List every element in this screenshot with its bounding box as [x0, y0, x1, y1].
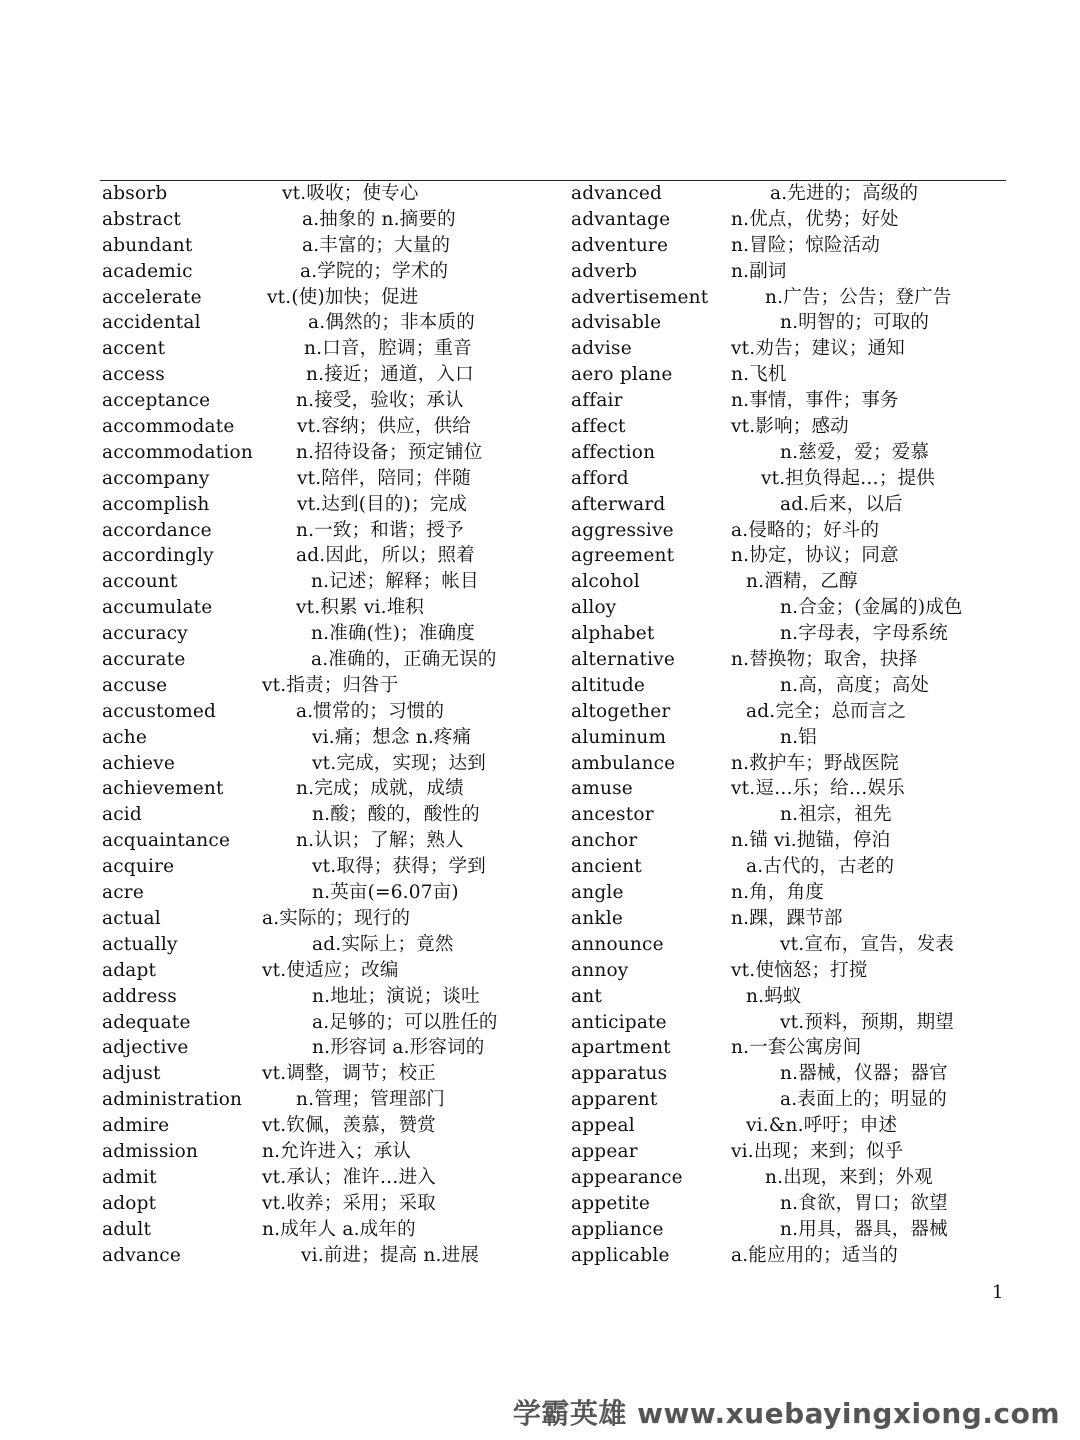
vocab-entry — [102, 181, 552, 207]
vocab-definition: n.认识；了解；熟人 — [296, 830, 464, 852]
vocab-entry — [571, 1243, 1006, 1269]
vocab-definition: vi.出现；来到；似乎 — [731, 1140, 904, 1162]
vocab-word: advertisement — [571, 286, 709, 308]
vocab-definition: vt.容纳；供应，供给 — [297, 416, 471, 438]
vocab-entry — [571, 414, 1006, 440]
vocab-definition: vt.积累 vi.堆积 — [296, 597, 425, 619]
vocab-definition: n.英亩(=6.07亩) — [312, 882, 459, 904]
vocab-entry — [571, 828, 1006, 854]
vocab-word: actually — [102, 933, 178, 955]
vocab-definition: n.事情，事件；事务 — [731, 390, 899, 412]
vocab-entry — [102, 699, 552, 725]
vocab-entry — [571, 725, 1006, 751]
vocab-word: alcohol — [571, 571, 640, 593]
vocab-word: apparent — [571, 1089, 658, 1111]
vocab-word: ant — [571, 985, 602, 1007]
vocab-definition: a.足够的；可以胜任的 — [312, 1011, 498, 1033]
vocab-word: appliance — [571, 1218, 664, 1240]
vocab-word: accompany — [102, 467, 210, 489]
vocab-definition: ad.实际上；竟然 — [312, 933, 454, 955]
vocab-entry — [571, 595, 1006, 621]
vocab-entry — [102, 310, 552, 336]
vocab-word: ankle — [571, 907, 624, 929]
vocab-definition: a.惯常的；习惯的 — [296, 700, 445, 722]
vocab-word: affair — [571, 390, 623, 412]
vocab-word: acre — [102, 882, 144, 904]
vocab-definition: vi.前进；提高 n.进展 — [301, 1244, 480, 1266]
vocab-definition: n.接受，验收；承认 — [296, 390, 464, 412]
vocab-entry — [102, 569, 552, 595]
vocab-definition: a.学院的；学术的 — [300, 260, 449, 282]
vocab-definition: n.记述；解释；帐目 — [311, 571, 479, 593]
vocab-definition: a.实际的；现行的 — [262, 907, 411, 929]
vocab-word: appear — [571, 1140, 638, 1162]
vocab-definition: vt.收养；采用；采取 — [262, 1192, 436, 1214]
vocab-entry — [102, 362, 552, 388]
vocab-definition: vt.达到(目的)；完成 — [297, 493, 468, 515]
page-number: 1 — [992, 1282, 1004, 1303]
vocab-entry — [102, 207, 552, 233]
vocab-definition: n.祖宗，祖先 — [780, 804, 892, 826]
vocab-definition: vt.影响；感动 — [731, 416, 849, 438]
vocab-definition: a.丰富的；大量的 — [302, 234, 451, 256]
vocab-word: anticipate — [571, 1011, 667, 1033]
vocab-definition: vt.指责；归咎于 — [262, 674, 399, 696]
vocab-definition: n.用具，器具，器械 — [780, 1218, 948, 1240]
vocab-definition: n.完成；成就，成绩 — [296, 778, 464, 800]
vocab-word: ambulance — [571, 752, 676, 774]
vocab-word: achieve — [102, 752, 175, 774]
right-vocab-column — [571, 181, 1006, 1268]
vocab-word: afford — [571, 467, 629, 489]
vocab-definition: a.抽象的 n.摘要的 — [302, 208, 456, 230]
vocab-word: admire — [102, 1115, 170, 1137]
watermark: 学霸英雄 www.xuebayingxiong.com — [512, 1397, 1060, 1430]
vocab-entry — [571, 310, 1006, 336]
vocab-definition: n.锚 vi.抛锚，停泊 — [731, 830, 891, 852]
vocab-entry — [102, 1165, 552, 1191]
vocab-definition: n.替换物；取舍，抉择 — [731, 649, 918, 671]
vocab-word: advise — [571, 338, 632, 360]
vocab-definition: a.先进的；高级的 — [770, 183, 919, 204]
vocab-word: agreement — [571, 545, 675, 567]
vocab-definition: n.蚂蚁 — [746, 985, 802, 1007]
vocab-word: affect — [571, 416, 626, 438]
vocab-word: afterward — [571, 493, 666, 515]
vocab-word: aggressive — [571, 519, 674, 541]
vocab-definition: n.字母表，字母系统 — [780, 623, 948, 645]
vocab-definition: n.招待设备；预定铺位 — [296, 441, 483, 463]
vocab-definition: n.出现，来到；外观 — [765, 1166, 933, 1188]
vocab-entry — [571, 854, 1006, 880]
vocab-definition: vt.完成，实现；达到 — [312, 752, 486, 774]
vocab-entry — [102, 1113, 552, 1139]
vocab-definition: ad.后来，以后 — [780, 493, 903, 515]
vocab-entry — [102, 1139, 552, 1165]
vocab-entry — [571, 932, 1006, 958]
vocab-entry — [571, 751, 1006, 777]
vocab-definition: n.飞机 — [731, 364, 787, 386]
vocab-definition: ad.完全；总而言之 — [746, 700, 907, 722]
vocab-definition: vt.取得；获得；学到 — [312, 856, 486, 878]
vocab-word: appetite — [571, 1192, 650, 1214]
vocab-word: alternative — [571, 649, 676, 671]
vocab-definition: n.地址；演说；谈吐 — [312, 985, 480, 1007]
vocab-definition: n.冒险；惊险活动 — [731, 234, 881, 256]
vocab-entry — [571, 880, 1006, 906]
vocab-entry — [102, 647, 552, 673]
vocab-definition: n.副词 — [731, 260, 787, 282]
vocab-entry — [102, 259, 552, 285]
vocab-entry — [102, 285, 552, 311]
vocab-word: adapt — [102, 959, 157, 981]
vocab-word: alphabet — [571, 623, 655, 645]
vocab-entry — [102, 1035, 552, 1061]
vocab-entry — [571, 181, 1006, 207]
vocab-entry — [102, 776, 552, 802]
vocab-entry — [102, 854, 552, 880]
vocab-word: academic — [102, 260, 193, 282]
vocab-definition: n.酒精，乙醇 — [746, 571, 858, 593]
vocab-word: aero plane — [571, 364, 673, 386]
vocab-entry — [571, 1191, 1006, 1217]
vocab-entry — [102, 725, 552, 751]
vocab-entry — [102, 466, 552, 492]
vocab-word: accent — [102, 338, 166, 360]
vocab-definition: vt.使适应；改编 — [262, 959, 399, 981]
vocab-word: accommodation — [102, 441, 253, 463]
vocab-entry — [571, 207, 1006, 233]
vocab-word: alloy — [571, 597, 617, 619]
vocab-entry — [571, 388, 1006, 414]
vocab-entry — [571, 1113, 1006, 1139]
vocab-word: adjust — [102, 1063, 161, 1085]
vocab-word: accuracy — [102, 623, 188, 645]
vocab-entry — [102, 958, 552, 984]
vocab-word: abundant — [102, 234, 193, 256]
vocab-entry — [571, 673, 1006, 699]
vocab-definition: n.角，角度 — [731, 882, 824, 904]
vocab-word: address — [102, 985, 177, 1007]
vocab-word: accuse — [102, 674, 168, 696]
vocab-definition: a.能应用的；适当的 — [731, 1244, 898, 1266]
vocab-entry — [571, 336, 1006, 362]
vocab-definition: n.铝 — [780, 726, 817, 748]
vocab-word: ancient — [571, 856, 642, 878]
vocab-definition: vt.预料，预期，期望 — [780, 1011, 954, 1033]
vocab-word: acquire — [102, 856, 175, 878]
vocab-entry — [102, 880, 552, 906]
vocab-entry — [571, 984, 1006, 1010]
vocab-entry — [571, 569, 1006, 595]
vocab-entry — [571, 518, 1006, 544]
vocab-definition: n.成年人 a.成年的 — [262, 1218, 416, 1240]
vocab-entry — [571, 1165, 1006, 1191]
vocab-entry — [102, 492, 552, 518]
vocab-word: achievement — [102, 778, 224, 800]
vocab-word: amuse — [571, 778, 633, 800]
vocab-word: absorb — [102, 183, 168, 204]
vocab-entry — [571, 466, 1006, 492]
vocab-word: accordingly — [102, 545, 214, 567]
vocab-definition: n.形容词 a.形容词的 — [312, 1037, 485, 1059]
vocab-entry — [102, 595, 552, 621]
vocab-entry — [571, 776, 1006, 802]
vocab-word: accordance — [102, 519, 212, 541]
vocab-word: apparatus — [571, 1063, 668, 1085]
vocab-entry — [102, 1217, 552, 1243]
vocab-definition: n.广告；公告；登广告 — [765, 286, 952, 308]
vocab-word: anchor — [571, 830, 638, 852]
vocab-definition: n.合金；(金属的)成色 — [780, 597, 963, 619]
vocab-definition: a.偶然的；非本质的 — [308, 312, 475, 334]
vocab-word: administration — [102, 1089, 243, 1111]
vocab-word: annoy — [571, 959, 629, 981]
vocab-definition: vt.陪伴，陪同；伴随 — [297, 467, 471, 489]
vocab-entry — [102, 336, 552, 362]
vocab-definition: n.明智的；可取的 — [780, 312, 930, 334]
vocab-definition: n.协定，协议；同意 — [731, 545, 899, 567]
vocab-definition: vt.担负得起…；提供 — [761, 467, 935, 489]
vocab-definition: n.踝，踝节部 — [731, 907, 843, 929]
vocab-word: advanced — [571, 183, 663, 204]
vocab-definition: vi.&n.呼吁；申述 — [746, 1115, 898, 1137]
vocab-word: account — [102, 571, 178, 593]
vocab-word: actual — [102, 907, 161, 929]
vocab-definition: vt.(使)加快；促进 — [267, 286, 419, 308]
vocab-entry — [571, 492, 1006, 518]
vocab-word: ancestor — [571, 804, 654, 826]
vocab-entry — [102, 751, 552, 777]
vocab-entry — [571, 1087, 1006, 1113]
vocab-word: accomplish — [102, 493, 210, 515]
vocab-definition: n.一套公寓房间 — [731, 1037, 862, 1059]
left-vocab-column — [102, 181, 552, 1268]
vocab-entry — [102, 233, 552, 259]
vocab-entry — [102, 1010, 552, 1036]
vocab-definition: n.口音，腔调；重音 — [304, 338, 472, 360]
vocab-entry — [571, 1010, 1006, 1036]
vocab-definition: n.慈爱，爱；爱慕 — [780, 441, 930, 463]
vocab-definition: n.一致；和谐；授予 — [296, 519, 464, 541]
vocab-entry — [571, 543, 1006, 569]
vocab-definition: a.古代的，古老的 — [746, 856, 895, 878]
vocab-word: advantage — [571, 208, 671, 230]
vocab-entry — [102, 828, 552, 854]
vocab-word: affection — [571, 441, 656, 463]
vocab-word: adjective — [102, 1037, 189, 1059]
vocab-definition: vt.吸收；使专心 — [282, 183, 419, 204]
vocab-entry — [102, 621, 552, 647]
vocab-entry — [102, 984, 552, 1010]
vocab-definition: vt.逗…乐；给…娱乐 — [731, 778, 905, 800]
vocab-entry — [102, 1243, 552, 1269]
vocab-entry — [571, 1217, 1006, 1243]
vocab-entry — [102, 440, 552, 466]
vocab-definition: n.器械，仪器；器官 — [780, 1063, 948, 1085]
vocab-word: abstract — [102, 208, 182, 230]
vocab-word: accidental — [102, 312, 201, 334]
vocab-word: adopt — [102, 1192, 157, 1214]
vocab-entry — [102, 906, 552, 932]
vocab-entry — [102, 543, 552, 569]
vocab-definition: vt.宣布，宣告，发表 — [780, 933, 954, 955]
vocab-definition: a.表面上的；明显的 — [780, 1089, 947, 1111]
vocab-definition: n.酸；酸的，酸性的 — [312, 804, 480, 826]
vocab-word: altitude — [571, 674, 646, 696]
vocab-definition: vt.钦佩，羡慕，赞赏 — [262, 1115, 436, 1137]
vocab-definition: vt.承认；准许…进入 — [262, 1166, 436, 1188]
vocab-word: ache — [102, 726, 148, 748]
vocab-definition: a.准确的，正确无误的 — [311, 649, 497, 671]
vocab-definition: n.食欲，胃口；欲望 — [780, 1192, 948, 1214]
vocab-word: accommodate — [102, 416, 235, 438]
vocab-word: aluminum — [571, 726, 667, 748]
vocab-entry — [571, 906, 1006, 932]
vocab-word: angle — [571, 882, 624, 904]
vocab-entry — [102, 1191, 552, 1217]
vocab-word: acceptance — [102, 390, 211, 412]
vocab-definition: n.优点，优势；好处 — [731, 208, 899, 230]
vocab-entry — [571, 1035, 1006, 1061]
vocab-definition: n.接近；通道，入口 — [306, 364, 474, 386]
vocab-entry — [571, 285, 1006, 311]
vocab-definition: vt.劝告；建议；通知 — [731, 338, 905, 360]
vocab-entry — [571, 233, 1006, 259]
vocab-word: admission — [102, 1140, 199, 1162]
vocab-definition: n.管理；管理部门 — [296, 1089, 446, 1111]
vocab-definition: vt.调整，调节；校正 — [262, 1063, 436, 1085]
vocab-entry — [102, 673, 552, 699]
vocab-word: adventure — [571, 234, 669, 256]
vocab-word: appeal — [571, 1115, 635, 1137]
vocab-entry — [102, 414, 552, 440]
vocab-definition: vt.使恼怒；打搅 — [731, 959, 868, 981]
vocab-word: adverb — [571, 260, 638, 282]
vocab-word: advance — [102, 1244, 181, 1266]
vocab-word: accumulate — [102, 597, 213, 619]
vocab-word: accelerate — [102, 286, 202, 308]
vocab-word: accustomed — [102, 700, 217, 722]
vocab-entry — [571, 802, 1006, 828]
vocab-word: adequate — [102, 1011, 191, 1033]
vocab-definition: ad.因此，所以；照着 — [296, 545, 475, 567]
vocab-definition: vi.痛；想念 n.疼痛 — [312, 726, 472, 748]
vocab-entry — [102, 1087, 552, 1113]
vocab-word: applicable — [571, 1244, 670, 1266]
vocab-definition: n.救护车；野战医院 — [731, 752, 899, 774]
vocab-word: accurate — [102, 649, 186, 671]
vocab-entry — [102, 518, 552, 544]
vocab-entry — [102, 1061, 552, 1087]
vocab-entry — [571, 362, 1006, 388]
vocab-definition: n.高，高度；高处 — [780, 674, 930, 696]
vocab-word: adult — [102, 1218, 152, 1240]
vocab-word: acid — [102, 804, 142, 826]
vocab-entry — [571, 699, 1006, 725]
vocab-entry — [571, 1061, 1006, 1087]
vocab-entry — [102, 802, 552, 828]
vocab-word: appearance — [571, 1166, 683, 1188]
vocab-entry — [102, 932, 552, 958]
vocab-entry — [571, 440, 1006, 466]
vocab-entry — [571, 647, 1006, 673]
vocab-word: acquaintance — [102, 830, 231, 852]
vocab-word: apartment — [571, 1037, 671, 1059]
vocab-definition: n.允许进入；承认 — [262, 1140, 412, 1162]
vocab-entry — [571, 1139, 1006, 1165]
vocab-entry — [571, 958, 1006, 984]
vocab-definition: a.侵略的；好斗的 — [731, 519, 880, 541]
vocab-word: access — [102, 364, 165, 386]
vocab-word: advisable — [571, 312, 662, 334]
vocab-word: admit — [102, 1166, 157, 1188]
vocab-entry — [571, 621, 1006, 647]
vocab-word: altogether — [571, 700, 671, 722]
vocab-entry — [102, 388, 552, 414]
vocab-word: announce — [571, 933, 664, 955]
vocab-definition: n.准确(性)；准确度 — [311, 623, 475, 645]
vocab-entry — [571, 259, 1006, 285]
